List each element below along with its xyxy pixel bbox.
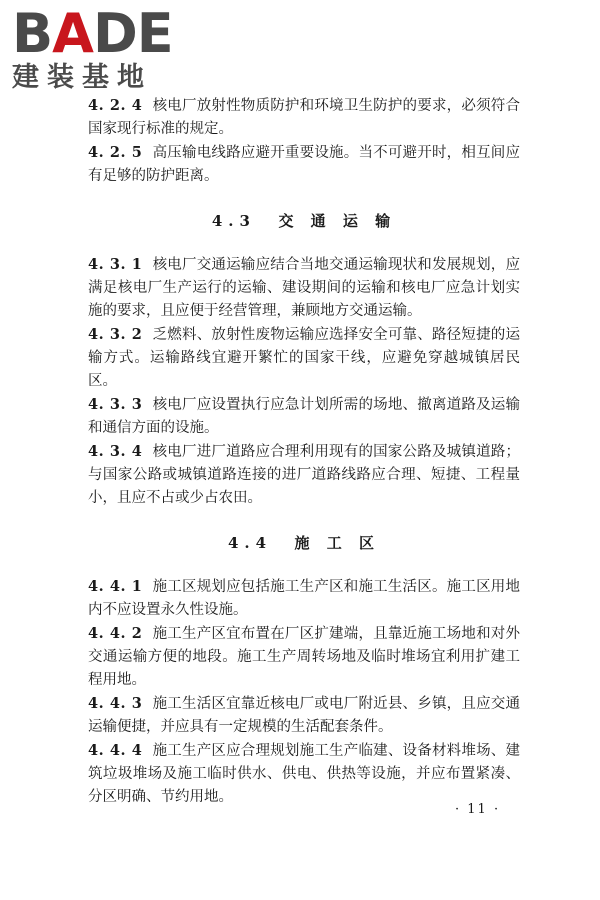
clause-text: 核电厂进厂道路应合理利用现有的国家公路及城镇道路；与国家公路或城镇道路连接的进厂道路线路应合理、短捷、工程量小，且应不占或少占农田。 bbox=[88, 444, 520, 506]
clause-number: 4. 3. 2 bbox=[88, 326, 143, 343]
clause-4-2-4 bbox=[88, 94, 520, 141]
clause-number: 4. 2. 4 bbox=[88, 97, 143, 114]
clause-4-3-2 bbox=[88, 323, 520, 393]
clause-text: 乏燃料、放射性废物运输应选择安全可靠、路径短捷的运输方式。运输路线宜避开繁忙的国家干线，应避免穿越城镇居民区。 bbox=[88, 327, 520, 389]
logo-letters-left: B bbox=[12, 2, 53, 65]
clause-text: 施工生产区应合理规划施工生产临建、设备材料堆场、建筑垃圾堆场及施工临时供水、供电、供热等设施，并应布置紧凑、分区明确、节约用地。 bbox=[88, 743, 520, 805]
clause-text: 施工区规划应包括施工生产区和施工生活区。施工区用地内不应设置永久性设施。 bbox=[88, 579, 520, 618]
clause-text: 施工生活区宜靠近核电厂或电厂附近县、乡镇，且应交通运输便捷，并应具有一定规模的生活配套条件。 bbox=[88, 696, 520, 735]
clause-text: 核电厂交通运输应结合当地交通运输现状和发展规划，应满足核电厂生产运行的运输、建设期间的运输和核电厂应急计划实施的要求，且应便于经营管理，兼顾地方交通运输。 bbox=[88, 257, 520, 319]
bade-logo bbox=[12, 2, 182, 96]
logo-letters-right: DE bbox=[92, 2, 173, 65]
clause-4-2-5 bbox=[88, 141, 520, 188]
clause-number: 4. 2. 5 bbox=[88, 144, 143, 161]
clause-text: 核电厂应设置执行应急计划所需的场地、撤离道路及运输和通信方面的设施。 bbox=[88, 397, 520, 436]
clause-number: 4. 3. 1 bbox=[88, 256, 143, 273]
clause-4-4-3 bbox=[88, 692, 520, 739]
section-title: 施 工 区 bbox=[294, 534, 380, 552]
clause-text: 施工生产区宜布置在厂区扩建端，且靠近施工场地和对外交通运输方便的地段。施工生产周转场地及临时堆场宜利用扩建工程用地。 bbox=[88, 626, 520, 688]
clause-number: 4. 3. 4 bbox=[88, 443, 143, 460]
clause-4-3-4 bbox=[88, 440, 520, 510]
page-number: · 11 · bbox=[455, 802, 501, 817]
clause-number: 4. 3. 3 bbox=[88, 396, 143, 413]
section-number: 4.3 bbox=[211, 212, 256, 230]
section-number: 4.4 bbox=[227, 534, 273, 552]
clause-number: 4. 4. 2 bbox=[88, 625, 143, 642]
clause-4-4-2 bbox=[88, 622, 520, 692]
clause-4-3-1 bbox=[88, 253, 520, 323]
section-heading-4-4 bbox=[88, 532, 520, 555]
section-heading-4-3 bbox=[88, 210, 520, 233]
clause-number: 4. 4. 3 bbox=[88, 695, 143, 712]
document-body bbox=[88, 94, 520, 809]
section-title: 交 通 运 输 bbox=[278, 212, 397, 230]
clause-text: 核电厂放射性物质防护和环境卫生防护的要求，必须符合国家现行标准的规定。 bbox=[88, 98, 520, 137]
clause-text: 高压输电线路应避开重要设施。当不可避开时，相互间应有足够的防护距离。 bbox=[88, 145, 520, 184]
logo-wordmark bbox=[12, 2, 173, 65]
clause-4-4-4 bbox=[88, 739, 520, 809]
clause-4-3-3 bbox=[88, 393, 520, 440]
clause-number: 4. 4. 4 bbox=[88, 742, 143, 759]
clause-number: 4. 4. 1 bbox=[88, 578, 143, 595]
logo-chinese-text: 建装基地 bbox=[12, 62, 152, 93]
clause-4-4-1 bbox=[88, 575, 520, 622]
logo-letter-accent: A bbox=[52, 2, 93, 65]
